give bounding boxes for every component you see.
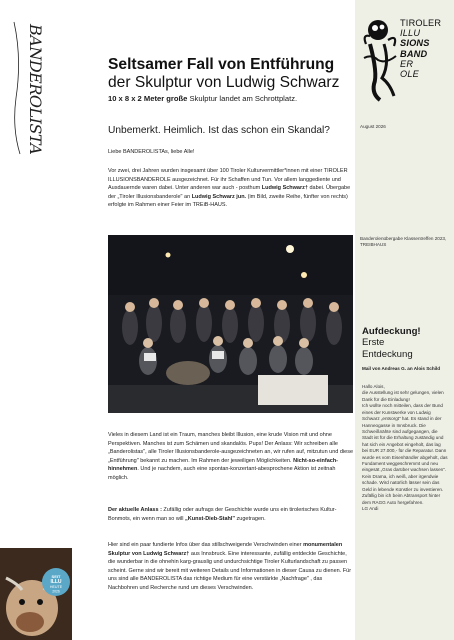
- left-sidebar: [0, 0, 78, 640]
- greeting: Liebe BANDEROLISTAs, liebe Alle!: [108, 149, 195, 155]
- p4-text-1: Hier sind ein paar fundierte Infos über das stillschweigende Verschwinden einer: [108, 542, 304, 548]
- logo-wordmark: [400, 18, 452, 79]
- logo-line-4: BAND: [400, 48, 428, 59]
- badge-line3: HEUTE: [49, 585, 63, 589]
- page-title: [108, 56, 353, 92]
- p3-text-2: zugetragen.: [235, 515, 266, 522]
- logo-line-3: SIONS: [400, 38, 430, 49]
- badge-line2: ILLU: [50, 579, 62, 585]
- p1-bold-1: Ludwig Schwarz†: [261, 185, 308, 192]
- subline-bold: 10 x 8 x 2 Meter große: [108, 94, 188, 103]
- p2-bold-1: Nicht-so-einfach-hinnehmen: [108, 457, 339, 473]
- paragraph-2: [108, 431, 353, 482]
- paragraph-4: [108, 541, 353, 592]
- group-photo: [108, 235, 353, 413]
- p2-text-1: Vieles in diesem Land ist ein Traum, manches bleibt Illusion, eine krude Vision mit und ohne Perspektiven. Manches ist zum Schämen und skandalös. Pups! Der Anlass: Wir schreiben alle „Banderolistas", alle Tiroler Illusionsbanderole-ausgezeichneten an, wir rufen auf, mitzutun und diese „Entführung" bekannt zu machen. Im Rahmen der jeweiligen Möglichkeiten.: [108, 432, 354, 464]
- p1-text-1: Vor zwei, drei Jahren wurden insgesamt über 100 Tiroler Kulturvermittler*innen mit einer TIROLER ILLUSIONSBANDEROLE ausgezeichnet. Für ihr Schaffen und Tun. Vor allem langgediente und Ausdauernde waren dabei. Unter anderen war auch - posthum: [108, 168, 348, 192]
- paragraph-3: [108, 506, 353, 523]
- side-title: Aufdeckung!: [362, 326, 421, 337]
- side-author: Mail von Andreas G. an Alois Schild: [362, 366, 441, 371]
- logo-line-5: ER: [400, 58, 414, 69]
- logo-line-1: TIROLER: [400, 18, 442, 28]
- tiroler-illusionsbanderole-logo: [360, 14, 450, 106]
- badge-line4: 2026: [52, 589, 60, 594]
- logo-line-2: ILLU: [400, 28, 421, 39]
- intro-heading: Unbemerkt. Heimlich. Ist das schon ein Skandal?: [108, 125, 330, 136]
- p3-bold-1: Der aktuelle Anlass :: [108, 507, 162, 513]
- logo-line-6: OLE: [400, 69, 419, 80]
- paragraph-1: [108, 167, 353, 210]
- headline-bold: Seltsamer Fall von Entführung: [108, 56, 335, 73]
- p3-bold-2: „Kunst-Dieb-Stahl": [185, 515, 236, 522]
- side-letter-text: Hallo Alois, die Ausstellung ist sehr gelungen, vielen Dank für die Einladung! Ich wollte noch mitteilen, dass der Bund eines der Kunstwerke von Ludwig Schwarz „entsorgt" hat. Es stand in der Hanneogasse in Innsbruck. Die Schweißnähte sind aufgegangen, die Stadt ist für die Erhaltung zuständig und hat sich ein Angebot eingeholt, das lag bei EUR 27.000,- für die Reparatur. Dann wurde es vom Eisenhändler abgeholt, das Fundament weggeschremmt und neu eingesät „Gras darüber wachsen lassen". Kein Drama, ich weiß, aber irgendwie schade. Wird natürlich lässer sein das Geld in lebende Künstler zu investieren. Zufällig bin ich beim Abtransport hinter dem RAGG Auto hergefahren. LG Andi: [362, 384, 448, 512]
- subline-rest: Skulptur landet am Schrottplatz.: [187, 94, 298, 103]
- p4-bold-1: monumentalen Skulptur von Ludwig Schwarz†: [108, 542, 343, 557]
- side-article-heading: [362, 326, 450, 360]
- headline-rest: der Skulptur von Ludwig Schwarz: [108, 74, 340, 91]
- p2-text-2: . Und je nachdem, auch eine spontan-konzertant-abesprochene Aktion ist zeitnah möglich.: [108, 466, 336, 481]
- p1-bold-2: Ludwig Schwarz jun.: [191, 193, 247, 200]
- issue-date: August 2026: [360, 124, 386, 129]
- badge-line1: SEIT: [51, 574, 61, 579]
- page-subtitle: [108, 94, 353, 104]
- figure-icon: [360, 14, 402, 104]
- banderolista-vertical-logo: [8, 18, 70, 158]
- p4-text-2: aus Innsbruck. Eine interessante, zufällig entdeckte Geschichte, die wunderbar in die ohnehin karg-grauslig und undurchsichtige Tiroler Kulturlandschaft zu passen scheint. Gerne sind wir bereit mit weiteren Details und Informationen in dieser Causa zu dienen. Für uns sind alle BANDEROLISTA das richtige Medium für eine verstärkte „Nachfrage" , das Nachbohren und Recherche rund um dieses Verschwinden.: [108, 550, 352, 591]
- photo-caption: Banderolenübergabe Klassentreffen 2023, TREIBHAUS: [360, 236, 447, 248]
- p1-text-2: dabei. Übergabe der „Tiroler Illusionsbanderole" an: [108, 185, 351, 200]
- p1-text-3: (im Bild, zweite Reihe, fünfter von rechts) erfolgte im Rahmen einer Feier im TREiB-HAUS.: [108, 193, 348, 209]
- side-subtitle-1: Erste: [362, 337, 385, 348]
- vertical-brand-text: BANDEROLISTA: [26, 24, 45, 155]
- side-subtitle-2: Entdeckung: [362, 348, 413, 360]
- p3-text-1: Zufällig oder aufrags der Geschichte wurde uns ein tirolerisches Kultur-Bonmots, ein wenn man so will: [108, 507, 337, 522]
- cow-sticker-image: [0, 548, 72, 640]
